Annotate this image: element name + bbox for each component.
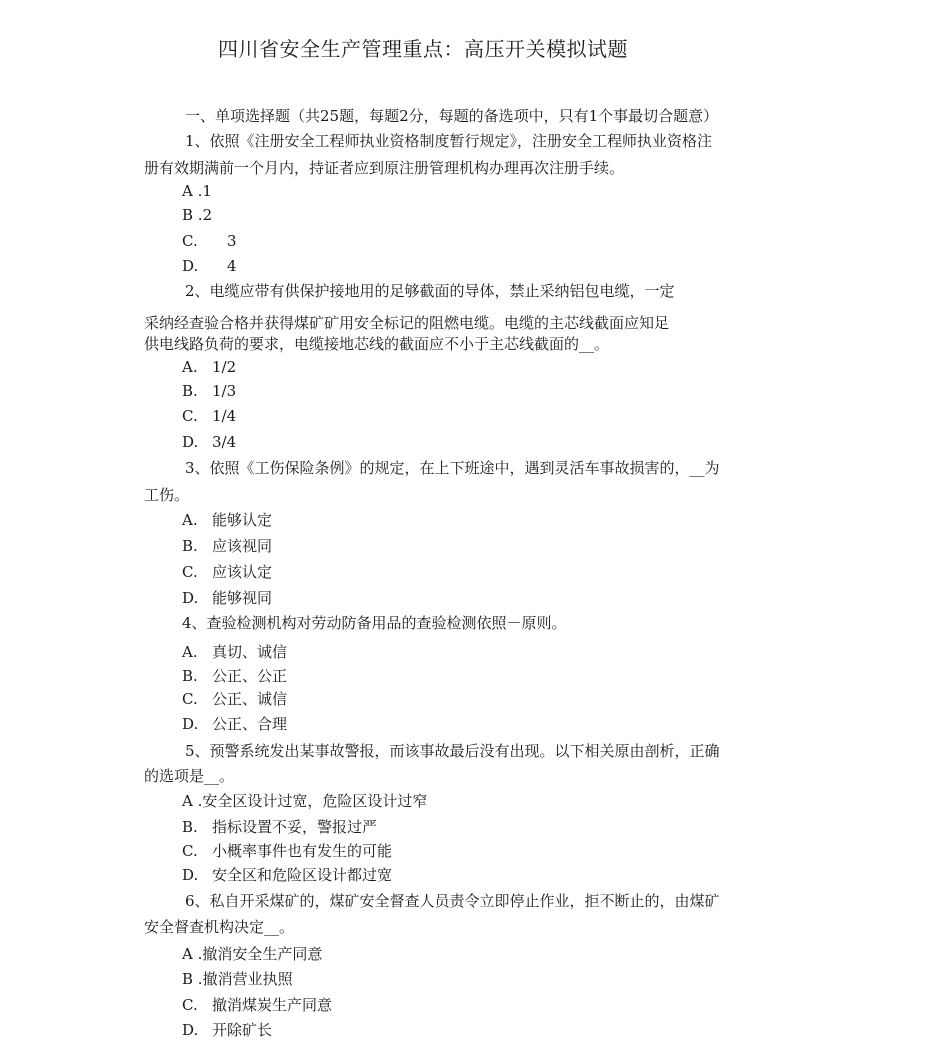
option-b bbox=[182, 969, 293, 989]
option-b bbox=[182, 205, 212, 225]
question-text-line: 6、私自开采煤矿的，煤矿安全督查人员责令立即停止作业，拒不断止的，由煤矿 bbox=[185, 892, 720, 910]
question-text-line: 的选项是__。 bbox=[144, 767, 235, 785]
option-label: C. bbox=[182, 842, 198, 860]
option-text: 公正、诚信 bbox=[212, 690, 288, 708]
option-text: 撤消营业执照 bbox=[202, 970, 293, 988]
option-d bbox=[182, 1020, 272, 1040]
option-label: D. bbox=[182, 589, 199, 607]
option-a bbox=[182, 642, 287, 662]
section-header: 一、单项选择题（共25题，每题2分，每题的备选项中，只有1个事最切合题意） bbox=[185, 107, 719, 125]
option-text: 应该视同 bbox=[212, 537, 273, 555]
option-text: 公正、公正 bbox=[212, 667, 288, 685]
option-label: C. bbox=[182, 996, 198, 1014]
option-text: 1/2 bbox=[212, 358, 237, 376]
question-text-line: 供电线路负荷的要求，电缆接地芯线的截面应不小于主芯线截面的__。 bbox=[144, 335, 610, 353]
option-text: 1 bbox=[202, 182, 212, 200]
question-text-line: 安全督查机构决定__。 bbox=[144, 918, 295, 936]
option-b bbox=[182, 817, 377, 837]
option-text: 3/4 bbox=[212, 433, 237, 451]
option-text: 1/3 bbox=[212, 382, 237, 400]
option-d bbox=[182, 714, 287, 734]
question-text-line: 工伤。 bbox=[144, 486, 190, 504]
option-c bbox=[182, 406, 236, 426]
option-c bbox=[182, 995, 332, 1015]
option-label: D. bbox=[182, 715, 199, 733]
question-text-line: 2、电缆应带有供保护接地用的足够截面的导体，禁止采纳铝包电缆，一定 bbox=[185, 282, 675, 300]
option-text: 开除矿长 bbox=[212, 1021, 273, 1039]
option-label: D. bbox=[182, 257, 199, 275]
option-d bbox=[182, 865, 392, 885]
option-d bbox=[182, 256, 237, 276]
option-label: B . bbox=[182, 206, 203, 224]
option-d bbox=[182, 588, 272, 608]
option-text: 公正、合理 bbox=[212, 715, 288, 733]
option-text: 指标设置不妥，警报过严 bbox=[212, 818, 378, 836]
option-text: 应该认定 bbox=[212, 563, 273, 581]
option-b bbox=[182, 536, 272, 556]
option-label: C. bbox=[182, 690, 198, 708]
question-text-line: 采纳经查验合格并获得煤矿矿用安全标记的阻燃电缆。电缆的主芯线截面应知足 bbox=[144, 314, 670, 332]
question-text-line: 4、查验检测机构对劳动防备用品的查验检测依照－原则。 bbox=[182, 614, 567, 632]
option-label: A. bbox=[182, 511, 198, 529]
option-text: 安全区设计过宽，危险区设计过窄 bbox=[202, 792, 428, 810]
option-text: 安全区和危险区设计都过宽 bbox=[212, 866, 393, 884]
option-a bbox=[182, 791, 427, 811]
option-a bbox=[182, 944, 322, 964]
option-c bbox=[182, 841, 392, 861]
option-label: A. bbox=[182, 643, 198, 661]
question-text-line: 3、依照《工伤保险条例》的规定，在上下班途中，遇到灵活车事故损害的，__为 bbox=[185, 459, 720, 477]
option-text: 1/4 bbox=[212, 407, 237, 425]
option-label: B. bbox=[182, 818, 198, 836]
option-label: A . bbox=[182, 792, 203, 810]
option-text: 撤消安全生产同意 bbox=[202, 945, 323, 963]
option-a bbox=[182, 181, 212, 201]
option-a bbox=[182, 510, 272, 530]
option-label: A. bbox=[182, 358, 198, 376]
question-text-line: 册有效期满前一个月内，持证者应到原注册管理机构办理再次注册手续。 bbox=[144, 159, 625, 177]
option-d bbox=[182, 432, 236, 452]
option-c bbox=[182, 689, 287, 709]
option-text: 4 bbox=[227, 257, 237, 275]
option-label: D. bbox=[182, 866, 199, 884]
option-label: A . bbox=[182, 945, 203, 963]
option-label: D. bbox=[182, 433, 199, 451]
option-b bbox=[182, 381, 236, 401]
option-c bbox=[182, 231, 237, 251]
option-text: 能够视同 bbox=[212, 589, 273, 607]
option-label: C. bbox=[182, 232, 198, 250]
option-text: 2 bbox=[202, 206, 213, 224]
option-label: C. bbox=[182, 563, 198, 581]
option-text: 3 bbox=[227, 232, 237, 250]
document-title: 四川省安全生产管理重点：高压开关模拟试题 bbox=[218, 37, 628, 61]
option-text: 真切、诚信 bbox=[212, 643, 288, 661]
option-text: 小概率事件也有发生的可能 bbox=[212, 842, 393, 860]
option-c bbox=[182, 562, 272, 582]
option-label: B . bbox=[182, 970, 203, 988]
option-label: C. bbox=[182, 407, 198, 425]
option-b bbox=[182, 666, 287, 686]
option-label: D. bbox=[182, 1021, 199, 1039]
option-label: B. bbox=[182, 537, 198, 555]
option-a bbox=[182, 357, 236, 377]
option-label: B. bbox=[182, 667, 198, 685]
option-text: 能够认定 bbox=[212, 511, 273, 529]
question-text-line: 1、依照《注册安全工程师执业资格制度暂行规定》，注册安全工程师执业资格注 bbox=[185, 132, 713, 150]
question-text-line: 5、预警系统发出某事故警报，而该事故最后没有出现。以下相关原由剖析，正确 bbox=[185, 742, 720, 760]
option-label: B. bbox=[182, 382, 198, 400]
option-label: A . bbox=[182, 182, 203, 200]
option-text: 撤消煤炭生产同意 bbox=[212, 996, 333, 1014]
